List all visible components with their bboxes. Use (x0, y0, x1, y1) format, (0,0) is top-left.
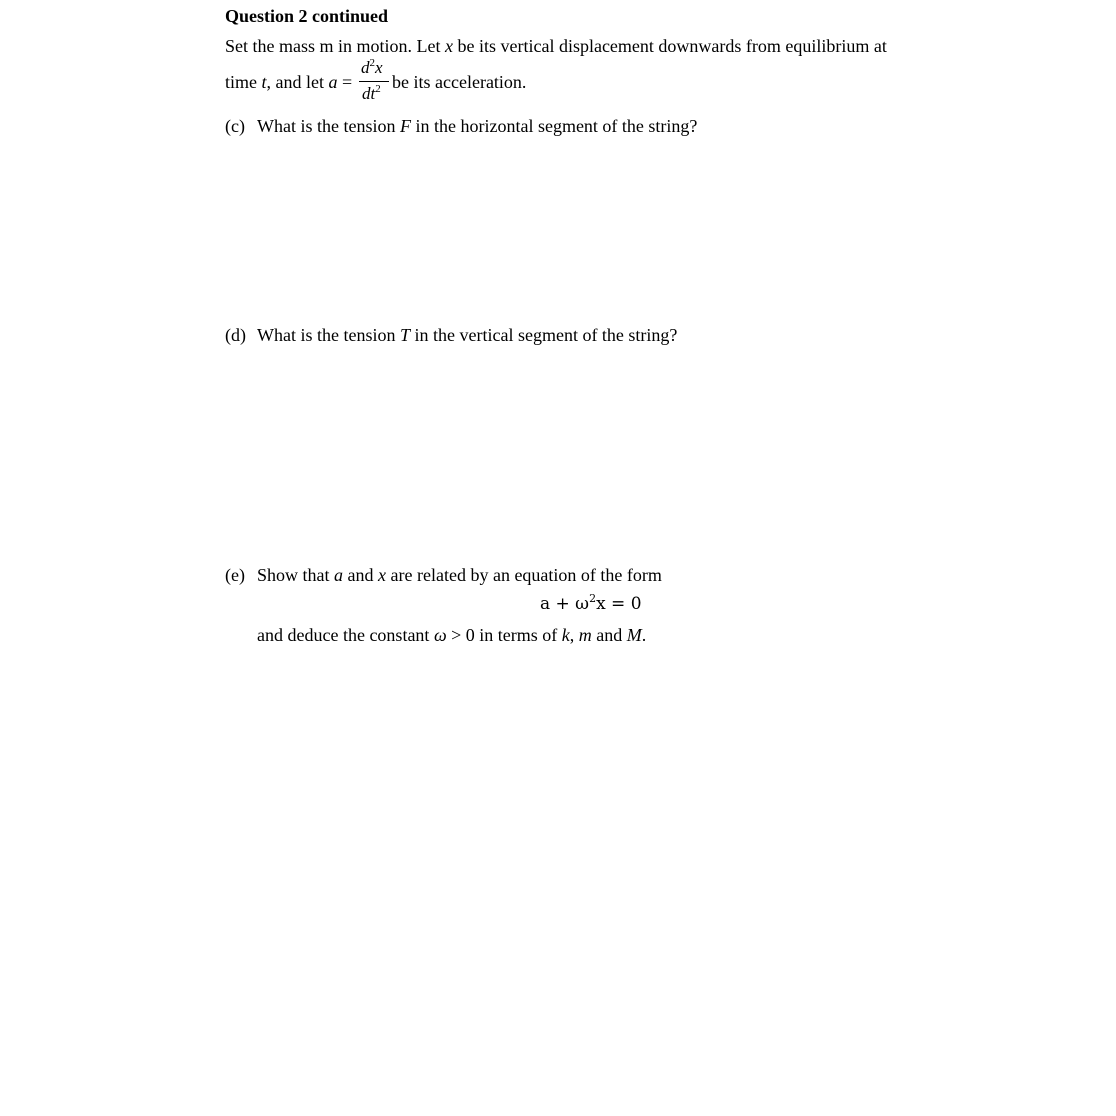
intro-line-1 (225, 37, 887, 55)
variable-a: a (334, 565, 344, 585)
equals-sign: = (337, 72, 353, 92)
variable-k: k (561, 625, 570, 645)
variable-x: x (378, 565, 387, 585)
fraction-bar (359, 81, 389, 82)
variable-t: t (261, 72, 267, 92)
harmonic-equation: $a + \omega^2x = 0$ (540, 592, 642, 614)
intro-text: Set the mass m in motion. Let (225, 36, 445, 56)
question-heading: Question 2 continued (225, 6, 389, 26)
intro-text: be its vertical displacement downwards from equilibrium at (452, 36, 887, 56)
intro-text: time (225, 72, 262, 92)
fraction-denominator: $dt^2$ (362, 83, 381, 103)
question-e-label: (e) (225, 565, 245, 585)
variable-x: x (444, 36, 453, 56)
variable-omega: ω (433, 625, 447, 645)
acceleration-fraction (358, 59, 392, 107)
variable-T: T (399, 325, 410, 345)
question-d-text: What is the tension T in the vertical segment of the string? (257, 325, 678, 345)
variable-M: M (626, 625, 642, 645)
variable-F: F (399, 116, 411, 136)
variable-a: a (328, 72, 338, 92)
question-c-text: What is the tension F in the horizontal segment of the string? (257, 116, 698, 136)
question-c-label: (c) (225, 116, 245, 136)
question-d-label: (d) (225, 325, 246, 345)
question-e-text: Show that a and x are related by an equation of the form (257, 565, 662, 585)
fraction-numerator: $d^2x$ (361, 57, 383, 77)
question-e-text-line-2: and deduce the constant ω > 0 in terms of k, m and M. (257, 625, 647, 645)
variable-m: m (578, 625, 592, 645)
intro-line-2-end: be its acceleration. (392, 72, 527, 92)
intro-line-2 (225, 73, 352, 91)
intro-text: , and let (266, 72, 329, 92)
